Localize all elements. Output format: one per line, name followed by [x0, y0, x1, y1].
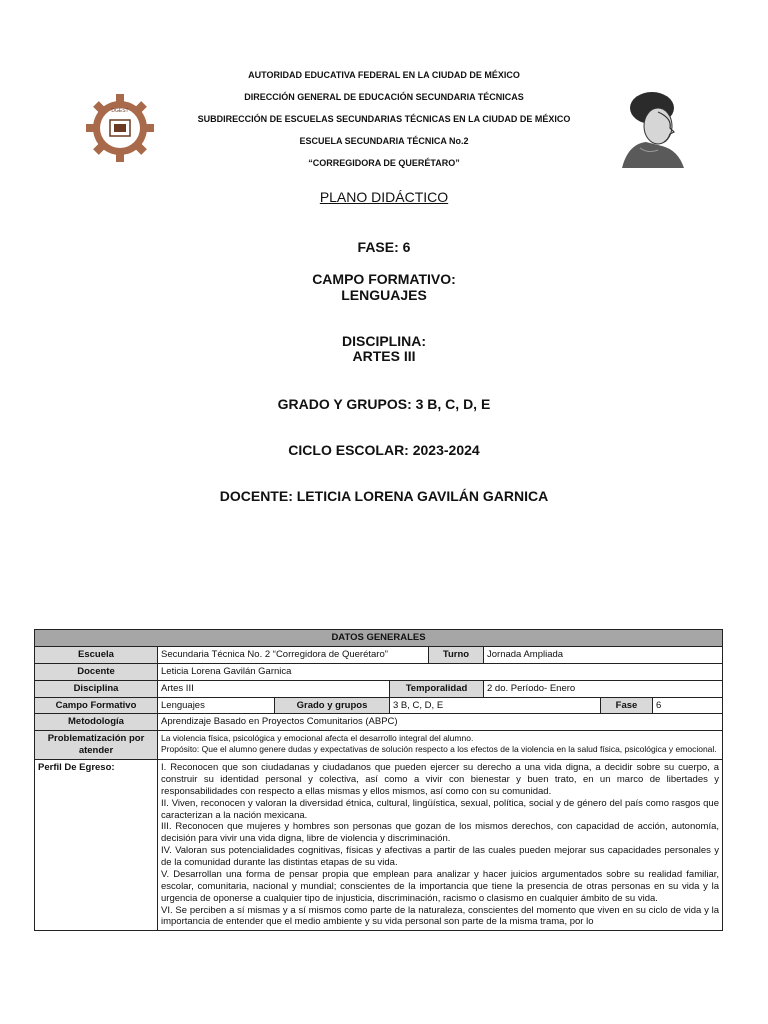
table-row [35, 663, 723, 680]
docente-label: Docente [35, 663, 158, 680]
fase-value: 6 [653, 697, 723, 714]
disciplina-label: Disciplina [35, 680, 158, 697]
table-row [35, 714, 723, 731]
header-line-1: AUTORIDAD EDUCATIVA FEDERAL EN LA CIUDAD DE MÉXICO [248, 70, 520, 80]
datos-generales-table [34, 629, 723, 931]
fase-label: Fase [601, 697, 653, 714]
campo-value: Lenguajes [158, 697, 275, 714]
grado-label: Grado y grupos [275, 697, 390, 714]
perfil-item: I. Reconocen que son ciudadanas y ciudadanos que pueden ejercer su derecho a una vida digna, a decidir sobre su cuerpo, a construir su identidad personal y colectiva, así como a vivir con bienestar y buen trato, en un marco de libertades y responsabilidades con respecto a ellas mismas y ellos mismos, así como con su comunidad. [161, 762, 720, 797]
grado-title: GRADO Y GRUPOS: 3 B, C, D, E [277, 396, 491, 412]
problematizacion-label: Problematización por atender [35, 731, 158, 760]
header-line-5: “CORREGIDORA DE QUERÉTARO” [308, 158, 460, 168]
header-line-3: SUBDIRECCIÓN DE ESCUELAS SECUNDARIAS TÉCNICAS EN LA CIUDAD DE MÉXICO [197, 114, 571, 124]
campo-label: Campo Formativo [35, 697, 158, 714]
grado-value: 3 B, C, D, E [390, 697, 601, 714]
problematizacion-text: La violencia física, psicológica y emocional afecta el desarrollo integral del alumno. [161, 733, 474, 744]
table-row [35, 630, 723, 647]
table-row [35, 731, 723, 760]
table-heading: DATOS GENERALES [35, 630, 723, 647]
perfil-item: II. Viven, reconocen y valoran la diversidad étnica, cultural, lingüística, sexual, política, social y de género del país como rasgos que caracterizan a la nación mexicana. [161, 797, 720, 821]
perfil-item: VI. Se perciben a sí mismas y a sí mismos como parte de la naturaleza, conscientes del momento que viven en su ciclo de vida y la importancia de entender que el medio ambiente y su vida personal son parte de la misma trama, por lo [161, 904, 720, 928]
disciplina-title-2: ARTES III [352, 348, 416, 364]
portrait-image [618, 88, 688, 168]
proposito-text: Propósito: Que el alumno genere dudas y expectativas de solución respecto a los efectos de la violencia en la salud física, psicológica y emocional. [161, 743, 717, 754]
fase-title: FASE: 6 [357, 239, 411, 255]
temporalidad-value: 2 do. Período- Enero [484, 680, 723, 697]
school-logo-icon [84, 92, 156, 164]
header-line-4: ESCUELA SECUNDARIA TÉCNICA No.2 [299, 136, 469, 146]
escuela-value: Secundaria Técnica No. 2 “Corregidora de Querétaro” [158, 646, 429, 663]
header-line-2: DIRECCIÓN GENERAL DE EDUCACIÓN SECUNDARIA TÉCNICAS [244, 92, 524, 102]
table-row [35, 760, 723, 931]
temporalidad-label: Temporalidad [390, 680, 484, 697]
disciplina-value: Artes III [158, 680, 390, 697]
perfil-item: IV. Valoran sus potencialidades cognitivas, físicas y afectivas a partir de las cuales pueden mejorar sus capacidades personales y de la comunidad durante las distintas etapas de su vida. [161, 845, 720, 868]
docente-value: Leticia Lorena Gavilán Garnica [158, 663, 723, 680]
perfil-value [158, 760, 723, 931]
turno-label: Turno [429, 646, 484, 663]
turno-value: Jornada Ampliada [484, 646, 723, 663]
table-row [35, 646, 723, 663]
table-row [35, 680, 723, 697]
plano-title: PLANO DIDÁCTICO [319, 189, 449, 205]
problematizacion-value [158, 731, 723, 760]
campo-title-2: LENGUAJES [341, 287, 427, 303]
metodologia-value: Aprendizaje Basado en Proyectos Comunitarios (ABPC) [158, 714, 723, 731]
perfil-item: III. Reconocen que mujeres y hombres son personas que gozan de los mismos derechos, con capacidad de acción, autonomía, decisión para vivir una vida digna, libre de violencia y discriminación. [161, 821, 720, 845]
docente-title: DOCENTE: LETICIA LORENA GAVILÁN GARNICA [219, 488, 549, 504]
table-row [35, 697, 723, 714]
ciclo-title: CICLO ESCOLAR: 2023-2024 [288, 442, 480, 458]
campo-title-1: CAMPO FORMATIVO: [312, 271, 456, 287]
metodologia-label: Metodología [35, 714, 158, 731]
perfil-label: Perfil De Egreso: [35, 760, 158, 931]
escuela-label: Escuela [35, 646, 158, 663]
perfil-item: V. Desarrollan una forma de pensar propia que emplean para analizar y hacer juicios argumentados sobre su realidad familiar, escolar, comunitaria, nacional y mundial; conscientes de la importancia que tiene la presencia de otras personas en su vida y la urgencia de oponerse a cualquier tipo de injusticia, discriminación, racismo o clasismo en cualquier ámbito de su vida. [161, 868, 720, 904]
disciplina-title-1: DISCIPLINA: [342, 333, 426, 349]
logo-text: DGEST [111, 108, 129, 114]
